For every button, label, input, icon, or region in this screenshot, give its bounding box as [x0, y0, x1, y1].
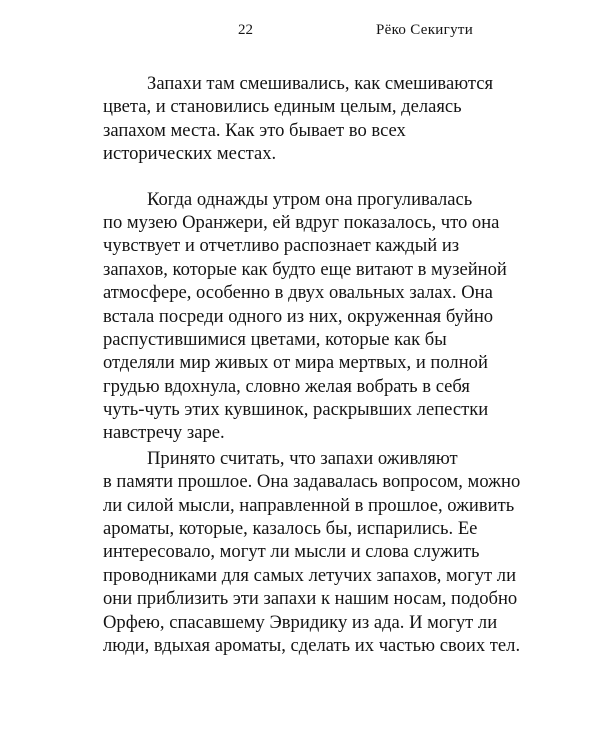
page-header [0, 20, 600, 44]
text-line: грудью вдохнула, словно желая вобрать в себя [103, 375, 470, 397]
page-number: 22 [238, 22, 253, 38]
text-line: навстречу заре. [103, 422, 225, 444]
text-line: запахом места. Как это бывает во всех [103, 119, 406, 141]
text-line: цвета, и становились единым целым, делаясь [103, 96, 462, 118]
text-line: они приблизить эти запахи к нашим носам, подобно [103, 588, 518, 610]
text-line: распустившимися цветами, которые как бы [103, 328, 447, 350]
text-line: Запахи там смешивались, как смешиваются [147, 73, 494, 94]
text-line: Орфею, спасавшему Эвридику из ада. И могут ли [103, 611, 498, 633]
text-line: чуть-чуть этих кувшинок, раскрывших лепестки [103, 399, 489, 421]
body-text [103, 72, 523, 657]
text-line: Принято считать, что запахи оживляют [147, 447, 458, 469]
text-line: чувствует и отчетливо распознает каждый из [103, 235, 460, 257]
paragraph [103, 447, 523, 658]
running-head-author: Рёко Секигути [376, 22, 474, 38]
text-line: интересовало, могут ли мысли и слова служить [103, 541, 480, 563]
text-line: запахов, которые как будто еще витают в музейной [103, 258, 507, 280]
text-line: ли силой мысли, направленной в прошлое, оживить [103, 494, 515, 516]
paragraph [103, 188, 523, 445]
text-line: люди, вдыхая ароматы, сделать их частью своих тел. [103, 634, 521, 656]
text-line: по музею Оранжери, ей вдруг показалось, что она [103, 211, 500, 233]
text-line: ароматы, которые, казалось бы, испарились. Ее [103, 518, 478, 540]
paragraph [103, 72, 523, 166]
text-line: встала посреди одного из них, окруженная буйно [103, 305, 494, 327]
text-line: отделяли мир живых от мира мертвых, и полной [103, 352, 488, 374]
text-line: атмосфере, особенно в двух овальных залах. Она [103, 282, 493, 304]
text-line: проводниками для самых летучих запахов, могут ли [103, 564, 517, 586]
text-line: в памяти прошлое. Она задавалась вопросом, можно [103, 471, 521, 493]
text-line: Когда однажды утром она прогуливалась [147, 188, 473, 210]
paragraph-spacer [103, 166, 523, 188]
text-line: исторических местах. [103, 143, 277, 165]
